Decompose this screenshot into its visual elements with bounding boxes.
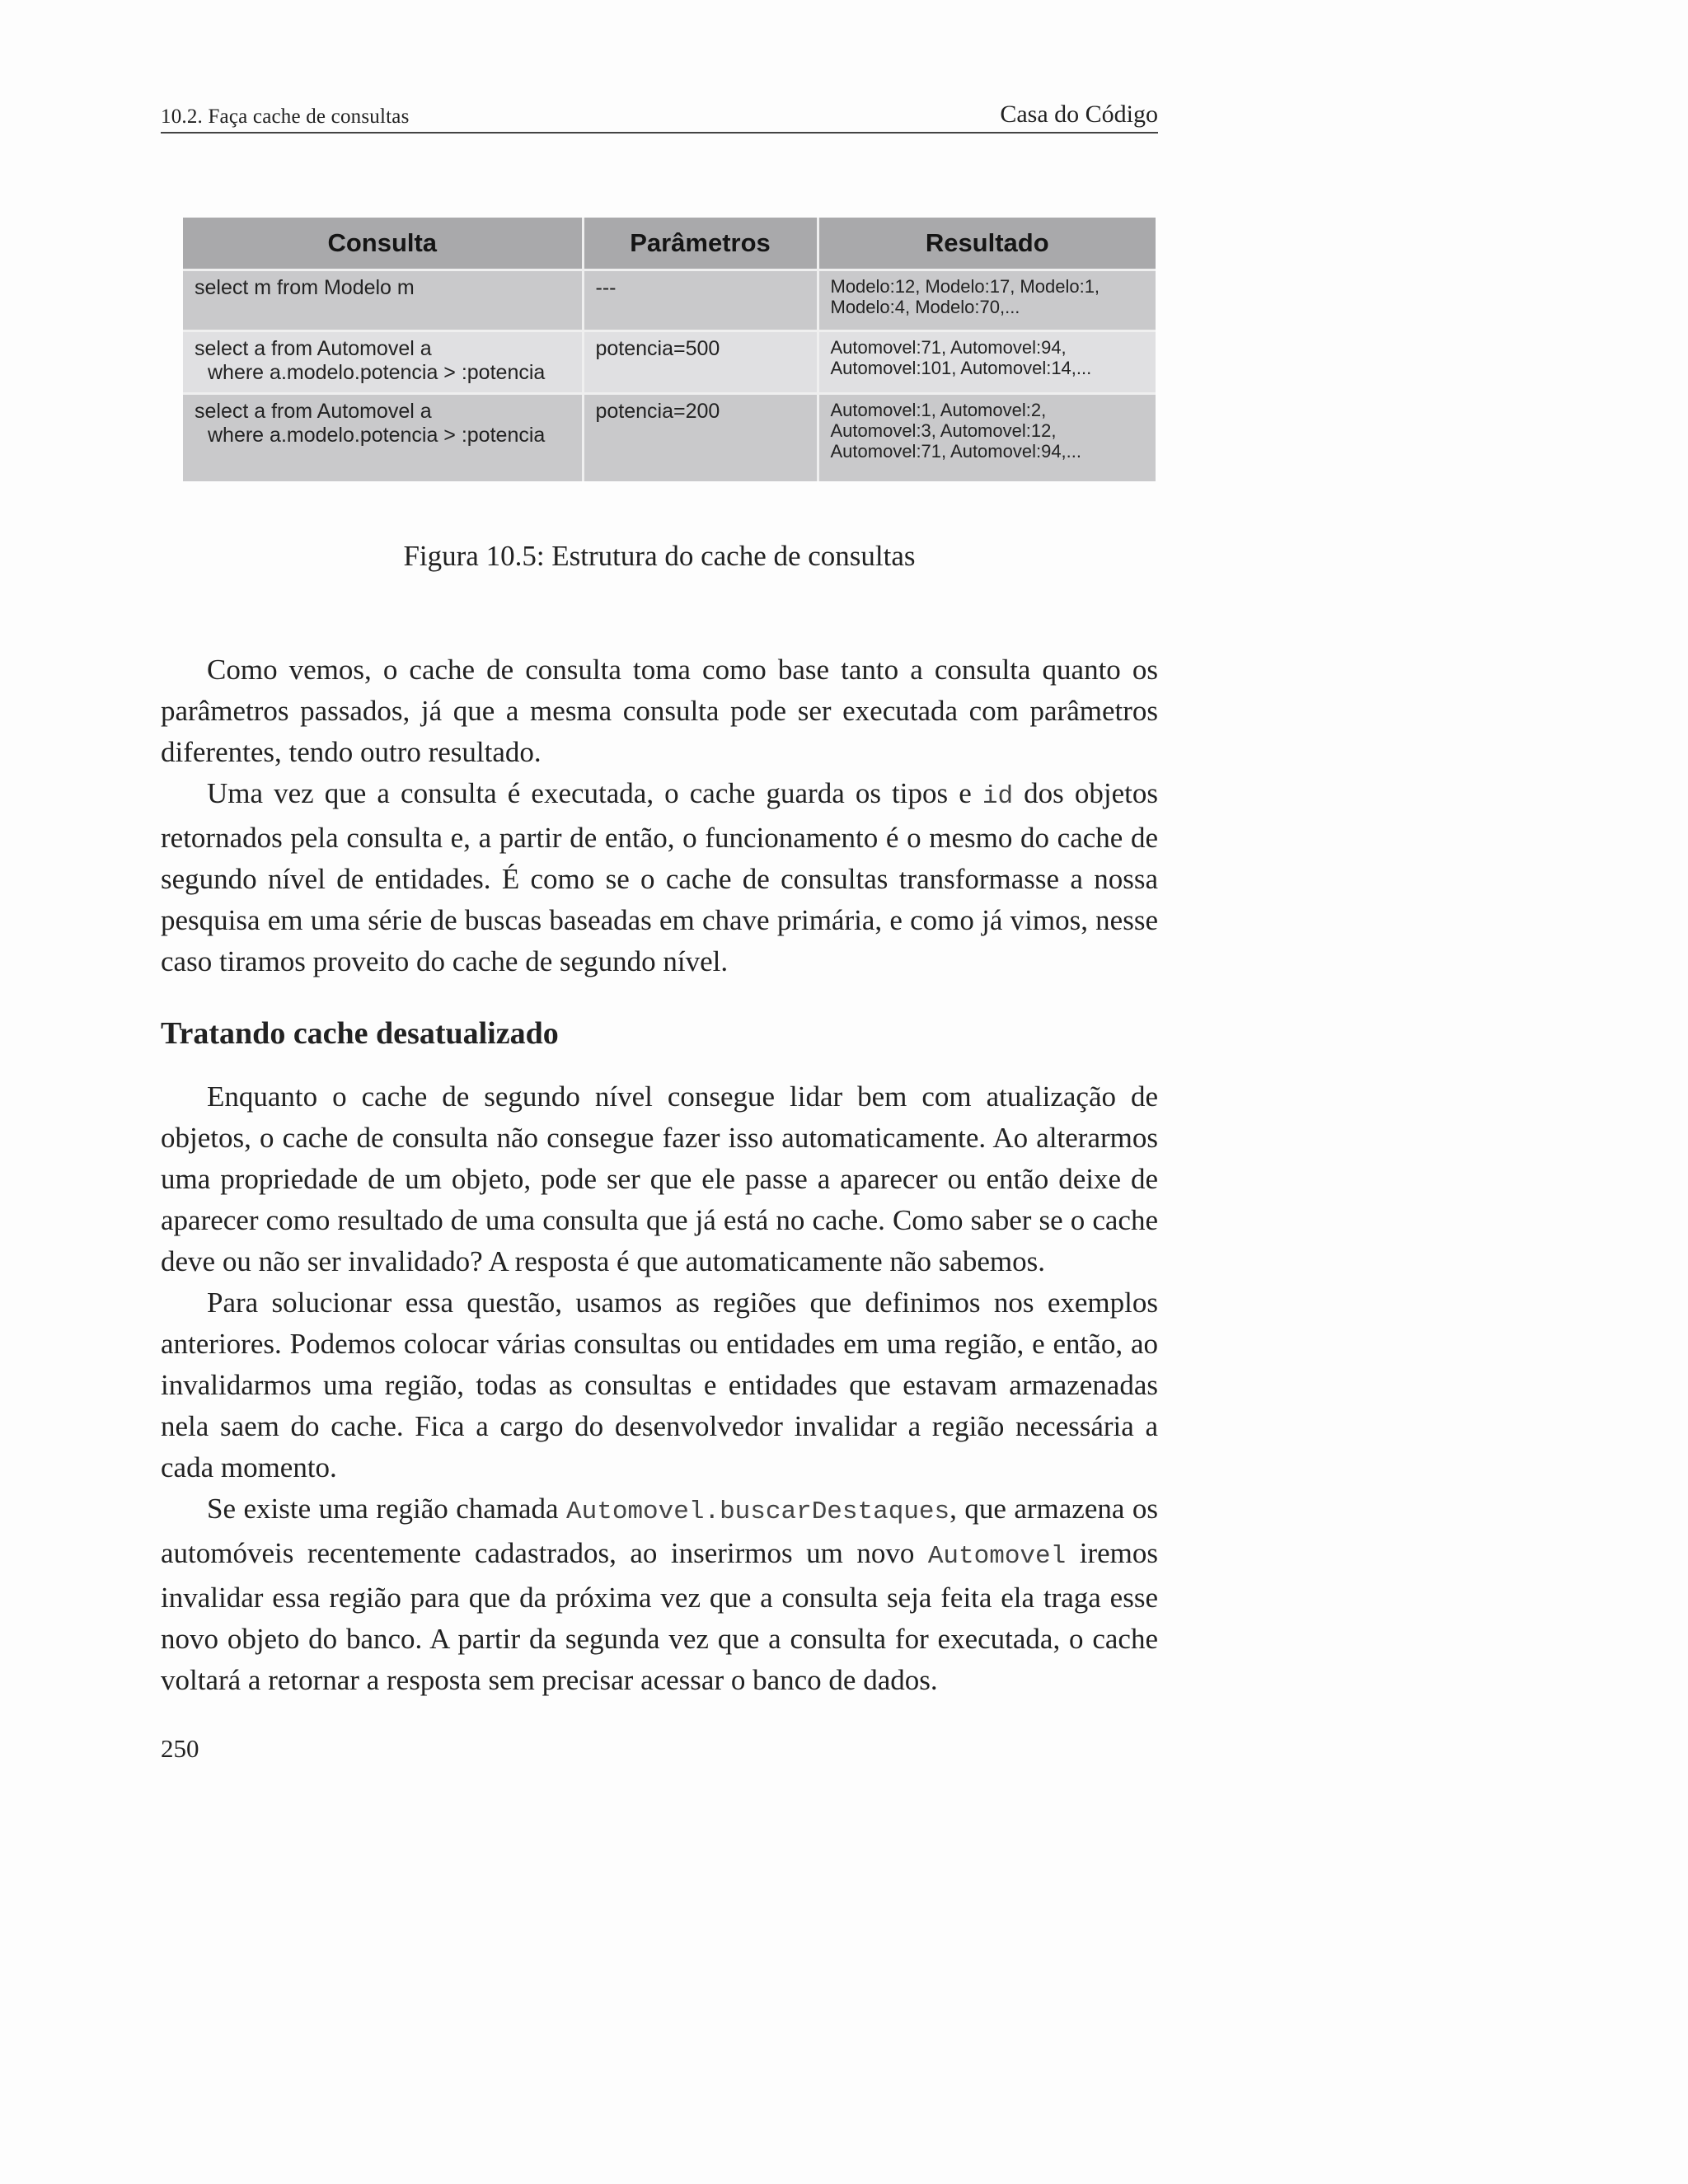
query-line: where a.modelo.potencia > :potencia (208, 424, 546, 447)
result-line: Automovel:71, Automovel:94,... (830, 441, 1082, 462)
result-line: Automovel:3, Automovel:12, (830, 420, 1057, 441)
table-row (183, 270, 1156, 331)
page-number: 250 (161, 1734, 199, 1763)
table-header-row (183, 218, 1156, 270)
book-title: Casa do Código (1000, 101, 1158, 128)
inline-code: Automovel.buscarDestaques (566, 1497, 950, 1526)
result-line: Automovel:71, Automovel:94, (830, 337, 1067, 358)
table-row (183, 331, 1156, 394)
paragraph: Enquanto o cache de segundo nível consegue lidar bem com atualização de objetos, o cache de consulta não consegue fazer isso automaticamente. Ao alterarmos uma propriedade de um objeto, pode ser que ele passe a aparecer ou então deixe de aparecer como resultado de uma consulta que já está no cache. Como saber se o cache deve ou não ser invalidado? A resposta é que automaticamente não sabemos. (161, 1080, 1158, 1277)
query-line: select m from Modelo m (195, 276, 415, 299)
body-text-block (161, 1076, 1158, 1701)
column-header-consulta: Consulta (183, 218, 583, 270)
body-text-block (161, 649, 1158, 982)
paragraph-text: Se existe uma região chamada (207, 1493, 567, 1525)
query-line: select a from Automovel a (195, 337, 432, 360)
column-header-resultado: Resultado (818, 218, 1156, 270)
query-cell (183, 394, 583, 481)
paragraph-text: Uma vez que a consulta é executada, o cache guarda os tipos e (207, 777, 982, 809)
paragraph (161, 1488, 1158, 1701)
result-cell (818, 331, 1156, 394)
section-heading: Tratando cache desatualizado (161, 1016, 559, 1051)
figure-caption: Figura 10.5: Estrutura do cache de consultas (403, 540, 916, 572)
result-line: Automovel:1, Automovel:2, (830, 400, 1047, 420)
params-cell: --- (583, 270, 818, 331)
result-line: Modelo:4, Modelo:70,... (830, 297, 1020, 317)
paragraph-text: dos objetos retornados pela consulta e, a partir de então, o funcionamento é o mesmo do cache de segundo nível de entidades. É como se o cache de consultas transformasse a nossa pesquisa em uma série de buscas baseadas em chave primária, e como já vimos, nesse caso tiramos proveito do cache de segundo nível. (161, 777, 1158, 977)
running-header (161, 97, 1158, 134)
result-cell (818, 270, 1156, 331)
column-header-parametros: Parâmetros (583, 218, 818, 270)
params-cell: potencia=500 (583, 331, 818, 394)
paragraph (161, 773, 1158, 982)
inline-code: Automovel (927, 1542, 1067, 1571)
result-line: Automovel:101, Automovel:14,... (830, 358, 1092, 378)
table-row (183, 394, 1156, 481)
paragraph: Para solucionar essa questão, usamos as regiões que definimos nos exemplos anteriores. Podemos colocar várias consultas ou entidades em uma região, e então, ao invalidarmos uma região, todas as consultas e entidades que estavam armazenadas nela saem do cache. Fica a cargo do desenvolvedor invalidar a região necessária a cada momento. (161, 1286, 1158, 1483)
paragraph-text: , que armazena os automóveis recentemente cadastrados, ao inserirmos um novo (161, 1493, 1158, 1569)
query-line: select a from Automovel a (195, 400, 432, 423)
paragraph-text: iremos invalidar essa região para que da próxima vez que a consulta seja feita ela traga esse novo objeto do banco. A partir da segunda vez que a consulta for executada, o cache voltará a retornar a resposta sem precisar acessar o banco de dados. (161, 1537, 1158, 1696)
query-cache-table (183, 218, 1156, 481)
query-cache-figure (183, 218, 1156, 480)
result-line: Modelo:12, Modelo:17, Modelo:1, (830, 276, 1100, 297)
query-cell (183, 270, 583, 331)
section-reference: 10.2. Faça cache de consultas (161, 105, 410, 128)
params-cell: potencia=200 (583, 394, 818, 481)
query-cell (183, 331, 583, 394)
query-line: where a.modelo.potencia > :potencia (208, 361, 546, 384)
result-cell (818, 394, 1156, 481)
inline-code: id (982, 782, 1014, 811)
paragraph: Como vemos, o cache de consulta toma como base tanto a consulta quanto os parâmetros passados, já que a mesma consulta pode ser executada com parâmetros diferentes, tendo outro resultado. (161, 654, 1158, 768)
